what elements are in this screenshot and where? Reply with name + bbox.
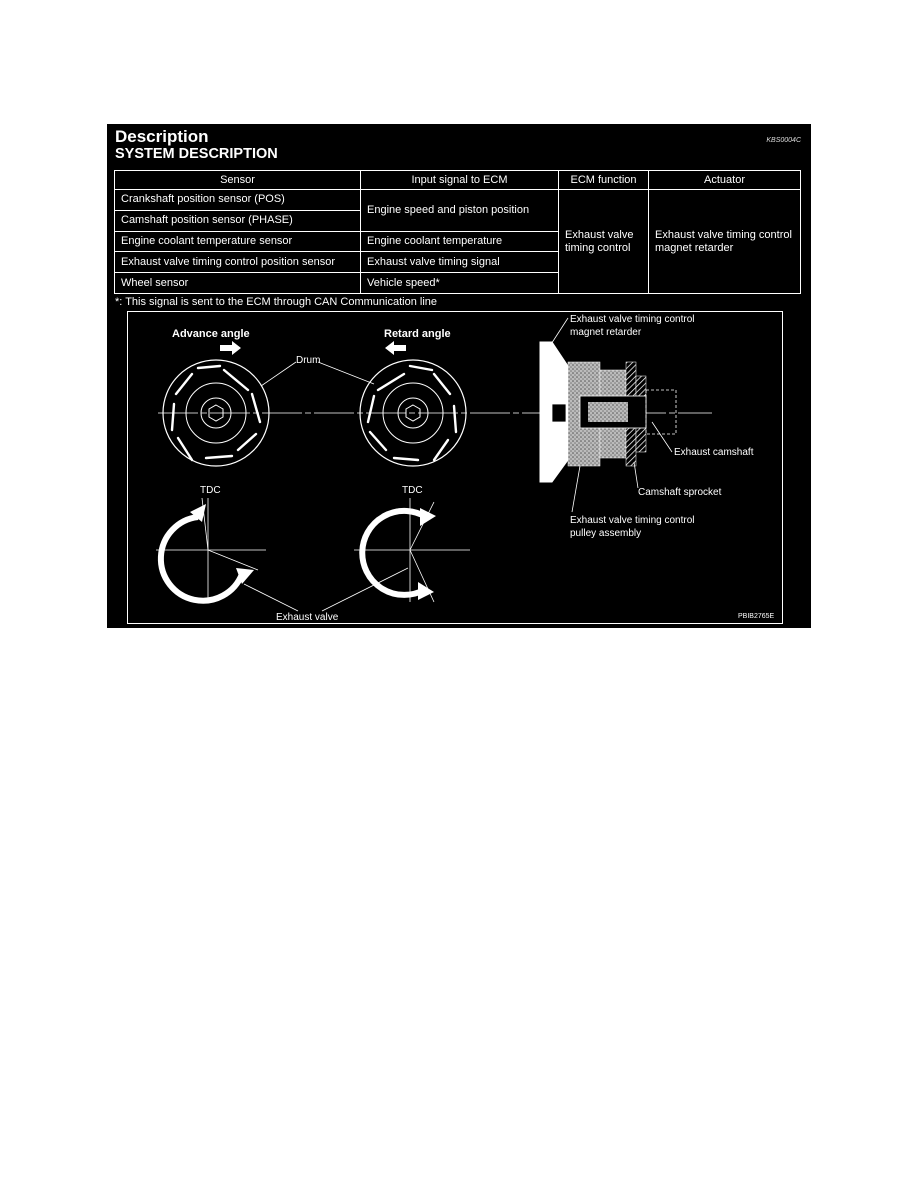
header-actuator: Actuator xyxy=(649,171,801,190)
table-header-row xyxy=(115,171,801,190)
drum-label: Drum xyxy=(296,355,321,366)
retard-arrow-icon xyxy=(385,341,406,355)
pulley-label-line2: pulley assembly xyxy=(570,528,642,539)
drum-leader-left xyxy=(261,362,296,386)
sensor-cell: Exhaust valve timing control position sensor xyxy=(115,252,361,273)
signal-cell: Engine speed and piston position xyxy=(361,190,559,232)
retarder-label-line2: magnet retarder xyxy=(570,327,642,338)
diagram-svg xyxy=(128,312,782,623)
tdc-label-left: TDC xyxy=(200,485,221,496)
document-subtitle: SYSTEM DESCRIPTION xyxy=(115,146,278,162)
header-sensor: Sensor xyxy=(115,171,361,190)
tdc-label-right: TDC xyxy=(402,485,423,496)
camshaft-sprocket-label: Camshaft sprocket xyxy=(638,487,722,498)
table-footnote: *: This signal is sent to the ECM through CAN Communication line xyxy=(115,296,437,308)
exhaust-valve-leader-left xyxy=(244,584,298,611)
signal-cell: Engine coolant temperature xyxy=(361,231,559,252)
signal-cell: Vehicle speed* xyxy=(361,273,559,294)
drum-leader-right xyxy=(318,362,374,384)
sensor-cell: Camshaft position sensor (PHASE) xyxy=(115,210,361,231)
signal-cell: Exhaust valve timing signal xyxy=(361,252,559,273)
header-input-signal: Input signal to ECM xyxy=(361,171,559,190)
ecm-function-cell: Exhaust valve timing control xyxy=(559,190,649,294)
figure-panel xyxy=(107,124,811,628)
header-ecm-function: ECM function xyxy=(559,171,649,190)
exhaust-valve-label: Exhaust valve xyxy=(276,612,339,623)
document-title: Description xyxy=(115,127,209,146)
figure-code: PBIB2765E xyxy=(738,613,775,620)
sensor-cell: Wheel sensor xyxy=(115,273,361,294)
timing-diagram xyxy=(127,311,783,624)
pulley-leader xyxy=(572,466,580,512)
actuator-cell: Exhaust valve timing control magnet retarder xyxy=(649,190,801,294)
system-table xyxy=(114,170,801,294)
table-row xyxy=(115,190,801,211)
retard-angle-label: Retard angle xyxy=(384,328,451,340)
advance-arrow-icon xyxy=(220,341,241,355)
sensor-cell: Engine coolant temperature sensor xyxy=(115,231,361,252)
document-code: KBS0004C xyxy=(766,137,801,144)
advance-angle-label: Advance angle xyxy=(172,328,250,340)
pulley-label-line1: Exhaust valve timing control xyxy=(570,515,695,526)
retarder-cross-section xyxy=(540,342,676,482)
retarder-leader xyxy=(546,318,568,352)
exhaust-camshaft-label: Exhaust camshaft xyxy=(674,447,754,458)
sensor-cell: Crankshaft position sensor (POS) xyxy=(115,190,361,211)
camshaft-leader xyxy=(652,422,672,452)
retarder-label-line1: Exhaust valve timing control xyxy=(570,314,695,325)
